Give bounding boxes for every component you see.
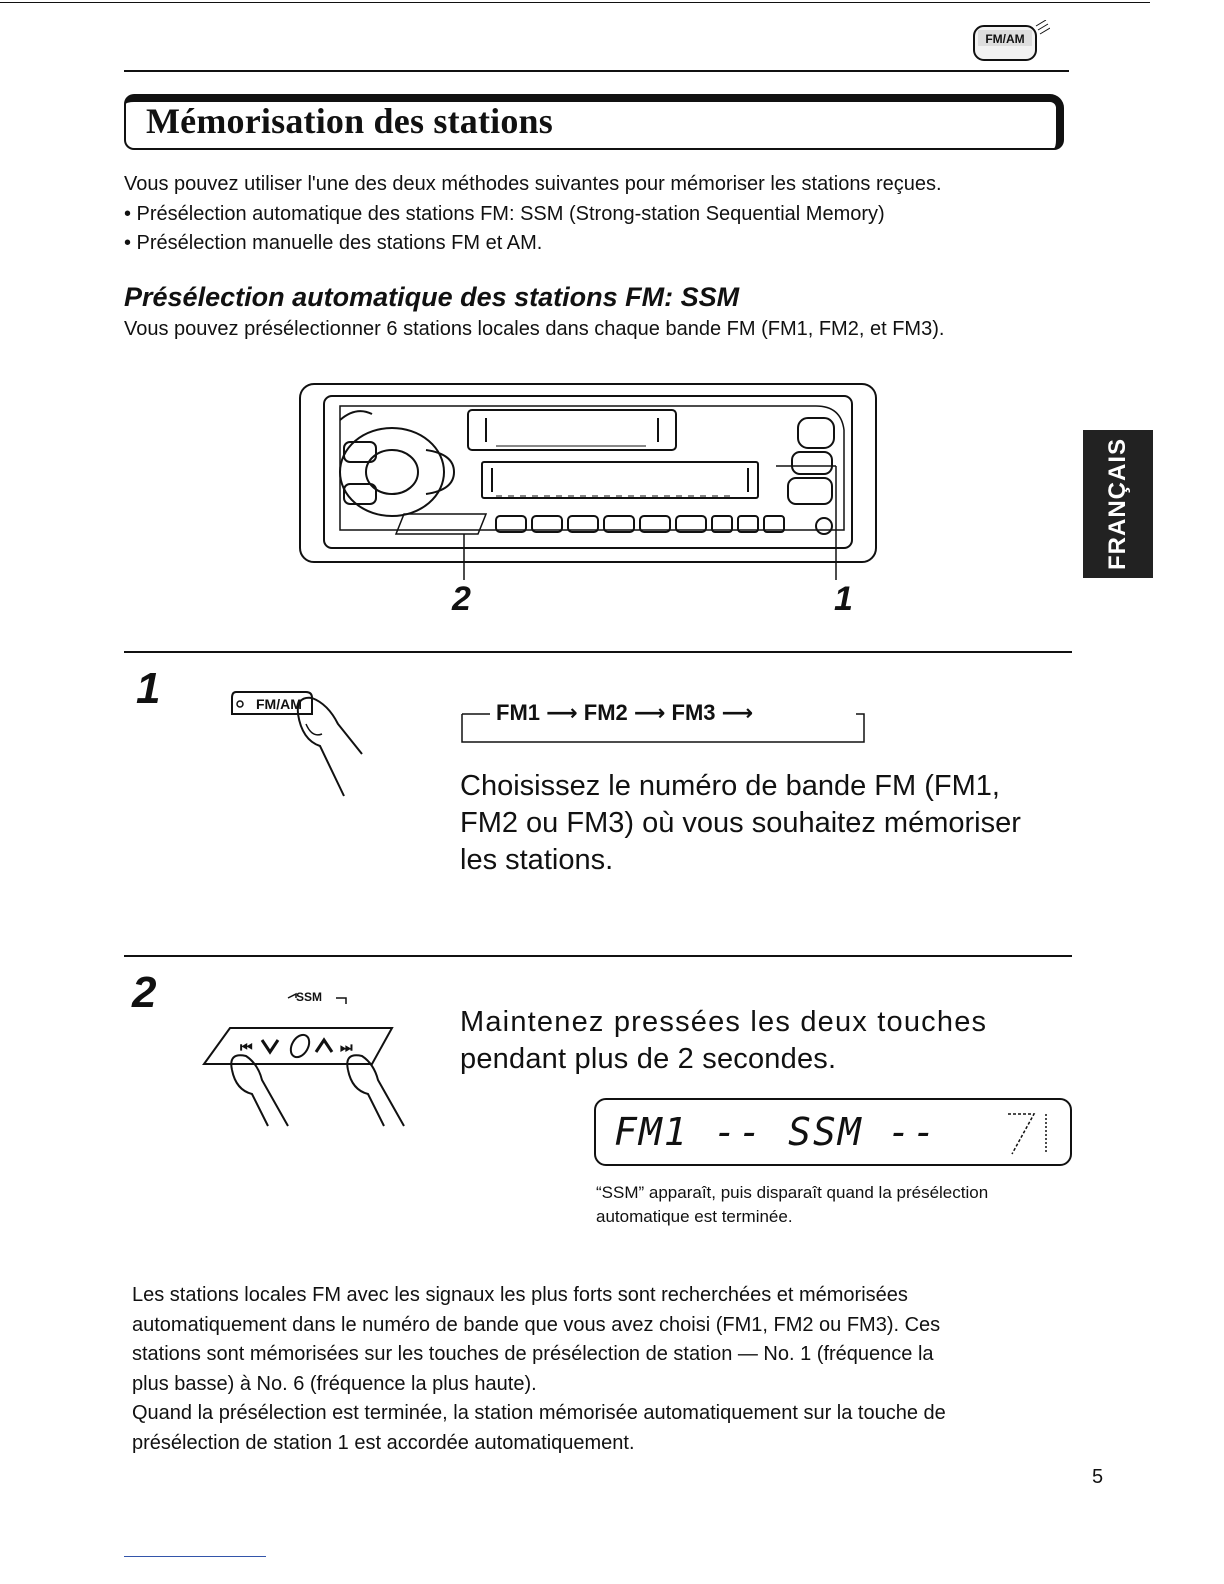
fm-am-button-press-illustration [226,684,366,804]
footer-rule [124,1556,266,1557]
body-line-2: automatiquement dans le numéro de bande que vous avez choisi (FM1, FM2 ou FM3). Ces [132,1313,941,1336]
step1-rule [124,651,1072,653]
car-stereo-diagram [296,380,880,586]
step2-rule [124,955,1072,957]
page-title: Mémorisation des stations [146,101,553,141]
ssm-caption-line-2: automatique est terminée. [596,1207,793,1226]
fm-am-button-label: FM/AM [256,696,302,712]
svg-text:⏭: ⏭ [340,1040,353,1056]
seek-buttons-press-illustration [196,990,416,1130]
step1-instruction-line-2: FM2 ou FM3) où vous souhaitez mémoriser [460,807,1021,839]
language-tab-label: FRANÇAIS [1104,438,1131,570]
body-line-5: Quand la présélection est terminée, la station mémorisée automatiquement sur la touche de [132,1402,946,1424]
step1-number: 1 [136,664,161,713]
step2-number: 2 [132,968,157,1017]
step2-instruction-line-1: Maintenez pressées les deux touches [460,1006,988,1038]
intro-text: Vous pouvez utiliser l'une des deux méthodes suivantes pour mémoriser les stations reçues. [124,173,942,195]
fm-am-logo-icon [972,20,1050,64]
ssm-caption [596,1181,988,1229]
body-line-6: présélection de station 1 est accordée automatiquement. [132,1431,635,1454]
body-line-3: stations sont mémorisées sur les touches de présélection de station — No. 1 (fréquence la [132,1343,934,1365]
callout-1: 1 [834,580,853,618]
page-number: 5 [1092,1466,1104,1488]
body-line-1: Les stations locales FM avec les signaux les plus forts sont recherchées et mémorisées [132,1284,908,1306]
ssm-label: SSM [296,990,323,1004]
language-tab [1083,430,1153,578]
svg-text:⏮: ⏮ [240,1040,253,1056]
body-line-4: plus basse) à No. 6 (fréquence la plus haute). [132,1372,537,1395]
logo-label: FM/AM [985,32,1025,46]
ssm-caption-line-1: “SSM” apparaît, puis disparaît quand la présélection [596,1183,989,1202]
section-intro: Vous pouvez présélectionner 6 stations locales dans chaque bande FM (FM1, FM2, et FM3). [124,318,945,340]
step2-instruction-line-2: pendant plus de 2 secondes. [460,1043,837,1075]
ssm-display-panel [594,1098,1072,1166]
step1-instruction-line-3: les stations. [460,844,614,876]
section-heading: Présélection automatique des stations FM: SSM [124,282,740,312]
intro-bullet-1: • Présélection automatique des stations FM: SSM (Strong-station Sequential Memory) [124,203,885,225]
ssm-display-text: FM1 -- SSM -- [614,1110,938,1154]
top-rule [0,2,1150,3]
header-rule [124,70,1069,72]
callout-2: 2 [452,580,471,618]
signal-level-icon [988,1108,1058,1160]
band-sequence: FM1 ⟶ FM2 ⟶ FM3 ⟶ [496,700,754,725]
step1-instruction-line-1: Choisissez le numéro de bande FM (FM1, [460,770,1000,802]
body-paragraph [132,1281,1077,1458]
intro-bullet-2: • Présélection manuelle des stations FM et AM. [124,232,543,254]
